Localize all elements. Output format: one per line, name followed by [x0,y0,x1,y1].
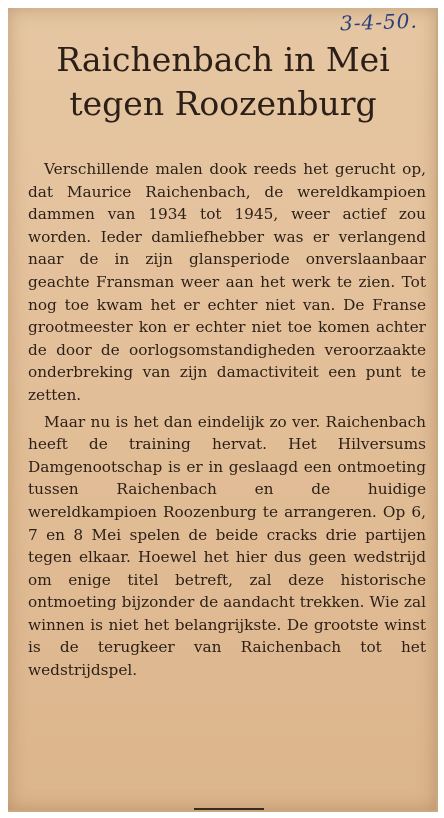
handwritten-date: 3-4-50. [339,8,419,36]
article-paragraph-1: Verschillende malen dook reeds het gerucht op, dat Maurice Raichenbach, de wereldkampioen dammen van 1934 tot 1945, weer actief zou worden. Ieder damliefhebber was er verlangend naar de in zijn glansperiode onverslaanbaar geachte Fransman weer aan het werk te zien. Tot nog toe kwam het er echter niet van. De Franse grootmeester kon er echter niet toe komen achter de door de oorlogsomstandigheden veroorzaakte onderbreking van zijn damactiviteit een punt te zetten. [28,160,426,404]
headline-line-2: tegen Roozenburg [69,84,377,123]
newspaper-clipping [8,8,438,812]
headline-line-1: Raichenbach in Mei [56,40,390,79]
article-paragraph-2: Maar nu is het dan eindelijk zo ver. Raichenbach heeft de training hervat. Het Hilversums Damgenootschap is er in geslaagd een ontmoeting tussen Raichenbach en de huidige wereldkampioen Roozenburg te arrangeren. Op 6, 7 en 8 Mei spelen de beide cracks drie partijen tegen elkaar. Hoewel het hier dus geen wedstrijd om enige titel betreft, zal deze historische ontmoeting bijzonder de aandacht trekken. Wie zal winnen is niet het belangrijkste. De grootste winst is de terugkeer van Raichenbach tot het wedstrijdspel. [28,412,426,680]
article-body [28,158,426,686]
end-rule-divider [194,808,264,810]
headline [8,38,438,126]
